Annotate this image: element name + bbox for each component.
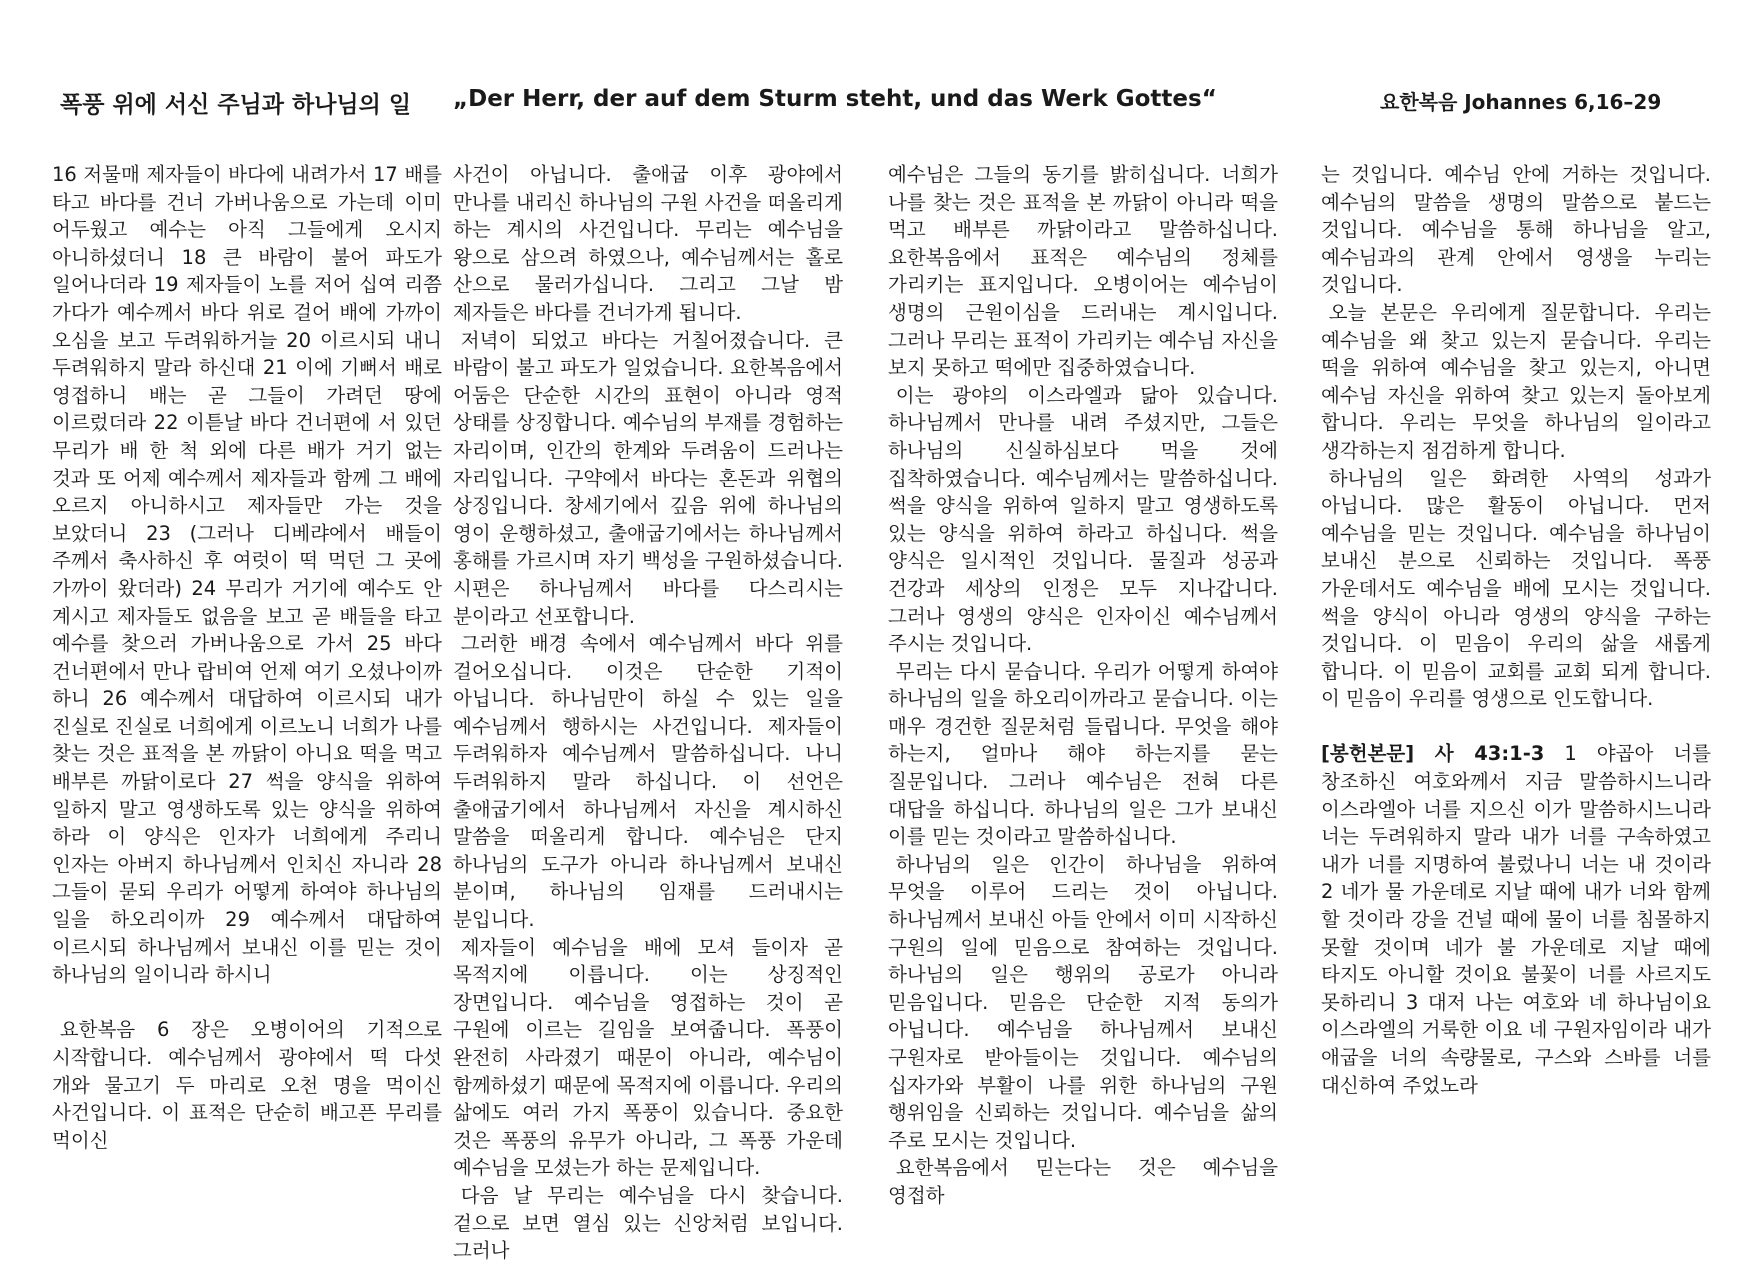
sermon-paragraph: 오늘 본문은 우리에게 질문합니다. 우리는 예수님을 왜 찾고 있는지 묻습니다. 우리는 떡을 위하여 예수님을 찾고 있는지, 아니면 예수님 자신을 위하여 찾고 있는지 돌아보게 합니다. 우리는 무엇을 하나님의 일이라고 생각하는지 점검하게 합니다. xyxy=(1321,300,1711,462)
column-1 xyxy=(52,161,442,1154)
sermon-paragraph: 다음 날 무리는 예수님을 다시 찾습니다. 겉으로 보면 열심 있는 신앙처럼 보입니다. 그러나 xyxy=(453,1183,843,1263)
sermon-paragraph: 하나님의 일은 인간이 하나님을 위하여 무엇을 이루어 드리는 것이 아닙니다. 하나님께서 보내신 아들 안에서 이미 시작하신 구원의 일에 믿음으로 참여하는 것입니다. 하나님의 일은 행위의 공로가 아니라 믿음입니다. 믿음은 단순한 지적 동의가 아닙니다. 예수님을 하나님께서 보내신 구원자로 받아들이는 것입니다. 예수님의 십자가와 부활이 나를 위한 하나님의 구원 행위임을 신뢰하는 것입니다. 예수님을 삶의 주로 모시는 것입니다. xyxy=(888,852,1278,1152)
column-4 xyxy=(1321,161,1711,1099)
sermon-paragraph: 사건이 아닙니다. 출애굽 이후 광야에서 만나를 내리신 하나님의 구원 사건을 떠올리게 하는 계시의 사건입니다. 무리는 예수님을 왕으로 삼으려 하였으나, 예수님께서는 홀로 산으로 물러가십니다. 그리고 그날 밤 제자들은 바다를 건너가게 됩니다. xyxy=(453,163,843,324)
offering-passage xyxy=(1321,740,1711,1099)
paragraph-gap xyxy=(1321,713,1711,741)
sermon-paragraph: 무리는 다시 묻습니다. 우리가 어떻게 하여야 하나님의 일을 하오리이까라고 묻습니다. 이는 매우 경건한 질문처럼 들립니다. 무엇을 해야 하는지, 얼마나 해야 하는지를 묻는 질문입니다. 그러나 예수님은 전혀 다른 대답을 하십니다. 하나님의 일은 그가 보내신 이를 믿는 것이라고 말씀하십니다. xyxy=(888,659,1278,849)
sermon-paragraph: 제자들이 예수님을 배에 모셔 들이자 곧 목적지에 이릅니다. 이는 상징적인 장면입니다. 예수님을 영접하는 것이 곧 구원에 이르는 길임을 보여줍니다. 폭풍이 완전히 사라졌기 때문이 아니라, 예수님이 함께하셨기 때문에 목적지에 이릅니다. 우리의 삶에도 여러 가지 폭풍이 있습니다. 중요한 것은 폭풍의 유무가 아니라, 그 폭풍 가운데 예수님을 모셨는가 하는 문제입니다. xyxy=(453,935,843,1180)
sermon-paragraph: 이는 광야의 이스라엘과 닮아 있습니다. 하나님께서 만나를 내려 주셨지만, 그들은 하나님의 신실하심보다 먹을 것에 집착하였습니다. 예수님께서는 말씀하십니다. 썩을 양식을 위하여 일하지 말고 영생하도록 있는 양식을 위하여 하라고 하십니다. 썩을 양식은 일시적인 것입니다. 물질과 성공과 건강과 세상의 인정은 모두 지나갑니다. 그러나 영생의 양식은 인자이신 예수님께서 주시는 것입니다. xyxy=(888,383,1278,656)
sermon-paragraph: 요한복음에서 믿는다는 것은 예수님을 영접하 xyxy=(888,1156,1278,1207)
offering-text: 1 야곱아 너를 창조하신 여호와께서 지금 말씀하시느니라 이스라엘아 너를 지으신 이가 말씀하시느니라 너는 두려워하지 말라 내가 너를 구속하였고 내가 너를 지명하여 불렀나니 너는 내 것이라 2 네가 물 가운데로 지날 때에 내가 너와 함께 할 것이라 강을 건널 때에 물이 너를 침몰하지 못할 것이며 네가 불 가운데로 지날 때에 타지도 아니할 것이요 불꽃이 너를 사르지도 못하리니 3 대저 나는 여호와 네 하나님이요 이스라엘의 거룩한 이요 네 구원자임이라 내가 애굽을 너의 속량물로, 구스와 스바를 너를 대신하여 주었노라 xyxy=(1321,742,1711,1097)
column-2 xyxy=(453,161,843,1265)
scripture-text: 16 저물매 제자들이 바다에 내려가서 17 배를 타고 바다를 건너 가버나움으로 가는데 이미 어두웠고 예수는 아직 그들에게 오시지 아니하셨더니 18 큰 바람이 불어 파도가 일어나더라 19 제자들이 노를 저어 십여 리쯤 가다가 예수께서 바다 위로 걸어 배에 가까이 오심을 보고 두려워하거늘 20 이르시되 내니 두려워하지 말라 하신대 21 이에 기뻐서 배로 영접하니 배는 곧 그들이 가려던 땅에 이르렀더라 22 이튿날 바다 건너편에 서 있던 무리가 배 한 척 외에 다른 배가 거기 없는 것과 또 어제 예수께서 제자들과 함께 그 배에 오르지 아니하시고 제자들만 가는 것을 보았더니 23 (그러나 디베랴에서 배들이 주께서 축사하신 후 여럿이 떡 먹던 그 곳에 가까이 왔더라) 24 무리가 거기에 예수도 안 계시고 제자들도 없음을 보고 곧 배들을 타고 예수를 찾으러 가버나움으로 가서 25 바다 건너편에서 만나 랍비여 언제 여기 오셨나이까 하니 26 예수께서 대답하여 이르시되 내가 진실로 진실로 너희에게 이르노니 너희가 나를 찾는 것은 표적을 본 까닭이 아니요 떡을 먹고 배부른 까닭이로다 27 썩을 양식을 위하여 일하지 말고 영생하도록 있는 양식을 위하여 하라 이 양식은 인자가 너희에게 주리니 인자는 아버지 하나님께서 인치신 자니라 28 그들이 묻되 우리가 어떻게 하여야 하나님의 일을 하오리이까 29 예수께서 대답하여 이르시되 하나님께서 보내신 이를 믿는 것이 하나님의 일이니라 하시니 xyxy=(52,163,442,987)
offering-label: [봉헌본문] 사 43:1-3 xyxy=(1321,742,1545,766)
page-header xyxy=(0,86,1755,118)
column-3 xyxy=(888,161,1278,1210)
paragraph-gap xyxy=(52,989,442,1017)
german-title: „Der Herr, der auf dem Sturm steht, und das Werk Gottes“ xyxy=(453,86,1217,112)
sermon-paragraph: 하나님의 일은 화려한 사역의 성과가 아닙니다. 많은 활동이 아닙니다. 먼저 예수님을 믿는 것입니다. 예수님을 하나님이 보내신 분으로 신뢰하는 것입니다. 폭풍 가운데서도 예수님을 배에 모시는 것입니다. 썩을 양식이 아니라 영생의 양식을 구하는 것입니다. 이 믿음이 우리의 삶을 새롭게 합니다. 이 믿음이 교회를 교회 되게 합니다. 이 믿음이 우리를 영생으로 인도합니다. xyxy=(1321,466,1711,711)
scripture-reference: 요한복음 Johannes 6,16–29 xyxy=(1380,90,1662,114)
sermon-paragraph: 그러한 배경 속에서 예수님께서 바다 위를 걸어오십니다. 이것은 단순한 기적이 아닙니다. 하나님만이 하실 수 있는 일을 예수님께서 행하시는 사건입니다. 제자들이 두려워하자 예수님께서 말씀하십니다. 나니 두려워하지 말라 하십니다. 이 선언은 출애굽기에서 하나님께서 자신을 계시하신 말씀을 떠올리게 합니다. 예수님은 단지 하나님의 도구가 아니라 하나님께서 보내신 분이며, 하나님의 임재를 드러내시는 분입니다. xyxy=(453,632,843,932)
korean-title: 폭풍 위에 서신 주님과 하나님의 일 xyxy=(60,92,412,118)
sermon-paragraph: 예수님은 그들의 동기를 밝히십니다. 너희가 나를 찾는 것은 표적을 본 까닭이 아니라 떡을 먹고 배부른 까닭이라고 말씀하십니다. 요한복음에서 표적은 예수님의 정체를 가리키는 표지입니다. 오병이어는 예수님이 생명의 근원이심을 드러내는 계시입니다. 그러나 무리는 표적이 가리키는 예수님 자신을 보지 못하고 떡에만 집중하였습니다. xyxy=(888,163,1278,380)
sermon-paragraph: 는 것입니다. 예수님 안에 거하는 것입니다. 예수님의 말씀을 생명의 말씀으로 붙드는 것입니다. 예수님을 통해 하나님을 알고, 예수님과의 관계 안에서 영생을 누리는 것입니다. xyxy=(1321,163,1711,297)
sermon-paragraph: 저녁이 되었고 바다는 거칠어졌습니다. 큰 바람이 불고 파도가 일었습니다. 요한복음에서 어둠은 단순한 시간의 표현이 아니라 영적 상태를 상징합니다. 예수님의 부재를 경험하는 자리이며, 인간의 한계와 두려움이 드러나는 자리입니다. 구약에서 바다는 혼돈과 위협의 상징입니다. 창세기에서 깊음 위에 하나님의 영이 운행하셨고, 출애굽기에서는 하나님께서 홍해를 가르시며 자기 백성을 구원하셨습니다. 시편은 하나님께서 바다를 다스리시는 분이라고 선포합니다. xyxy=(453,328,843,628)
sermon-paragraph: 요한복음 6 장은 오병이어의 기적으로 시작합니다. 예수님께서 광야에서 떡 다섯 개와 물고기 두 마리로 오천 명을 먹이신 사건입니다. 이 표적은 단순히 배고픈 무리를 먹이신 xyxy=(52,1018,442,1152)
